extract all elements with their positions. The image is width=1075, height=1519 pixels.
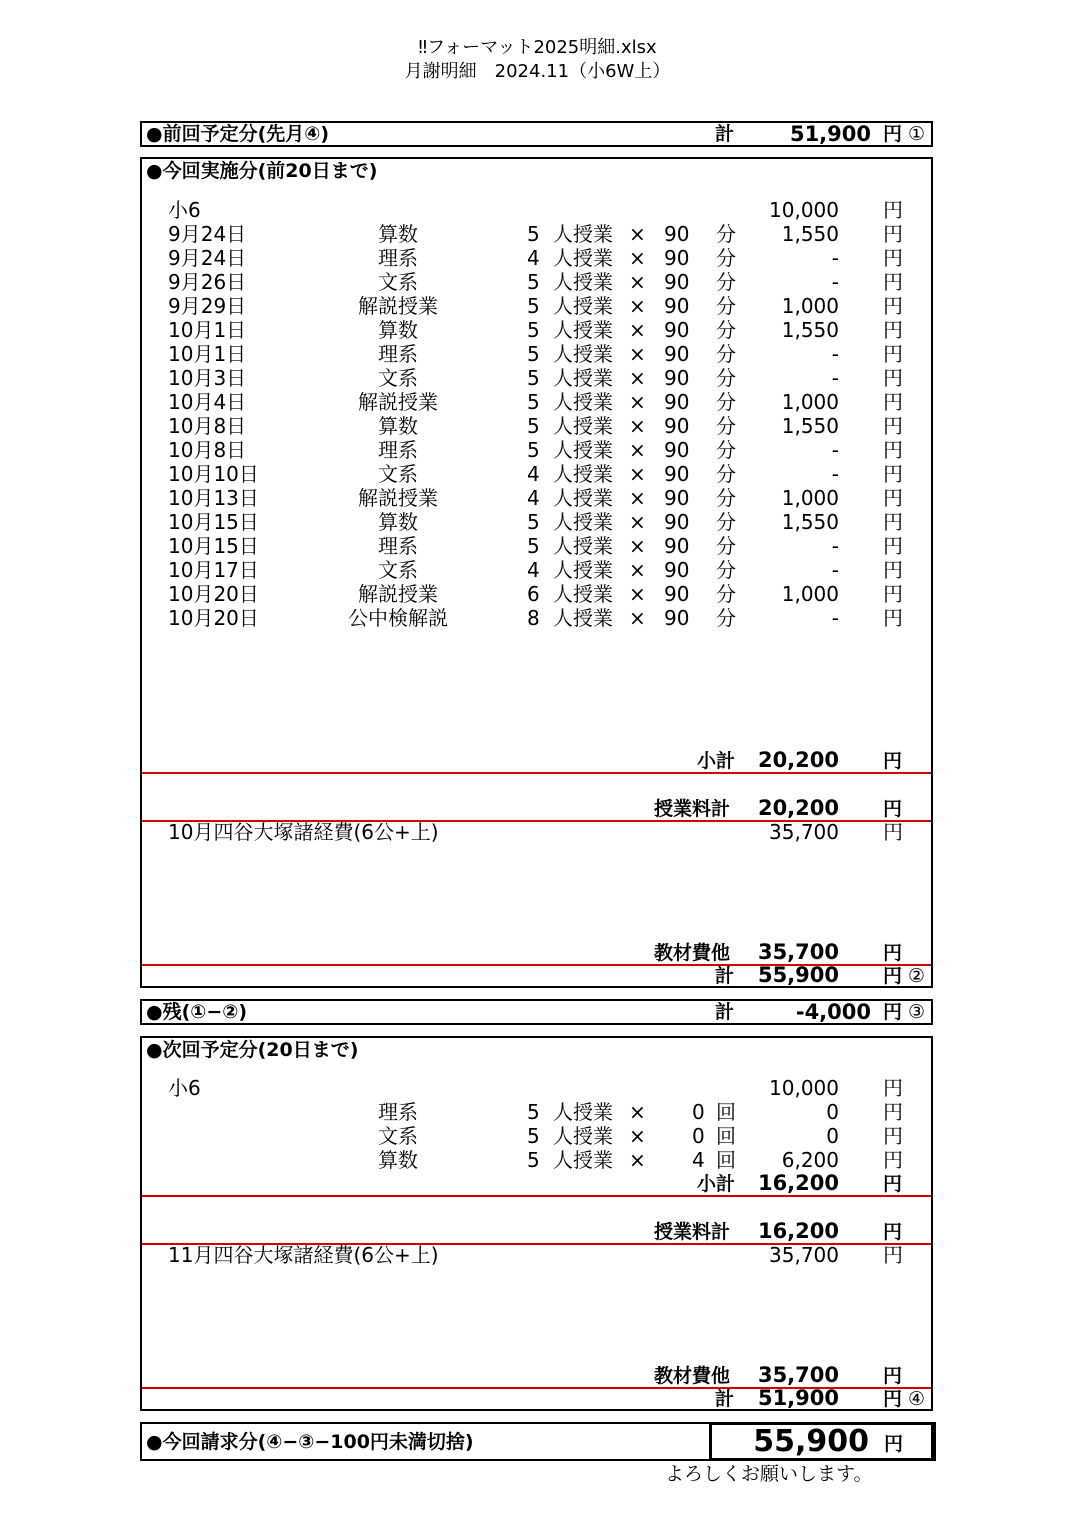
lesson-date: 10月13日: [168, 486, 259, 510]
times-sign: ×: [629, 1148, 646, 1172]
current-section-label: ●今回実施分(前20日まで): [146, 160, 378, 182]
lesson-unit: 分: [716, 294, 736, 318]
yen-label: 円: [883, 606, 903, 630]
yen-label: 円: [883, 1001, 903, 1023]
yen-label: 円: [883, 1365, 903, 1387]
yen-label: 円: [883, 1124, 903, 1148]
lesson-row: [142, 222, 931, 246]
times-sign: ×: [629, 486, 646, 510]
page-title: 月謝明細 2024.11（小6W上）: [404, 61, 671, 82]
lesson-count: 5: [527, 510, 540, 534]
next-plan-section: [140, 1036, 933, 1411]
lesson-count: 5: [527, 534, 540, 558]
billing-amount: 55,900: [753, 1424, 869, 1459]
times-sign: ×: [629, 462, 646, 486]
times-sign: ×: [629, 1100, 646, 1124]
lesson-amount: 1,550: [781, 318, 839, 342]
yen-label: 円: [883, 222, 903, 246]
plan-unit: 回: [716, 1100, 736, 1124]
tuition-amount: 16,200: [757, 1219, 839, 1243]
lesson-row: [142, 558, 931, 582]
yen-label: 円: [883, 1388, 903, 1410]
divider: [142, 1195, 931, 1197]
times-sign: ×: [629, 510, 646, 534]
total-label: 計: [715, 1388, 735, 1410]
lesson-type: 人授業: [553, 366, 613, 390]
lesson-unit: 分: [716, 558, 736, 582]
lesson-unit: 分: [716, 342, 736, 366]
yen-label: 円: [883, 582, 903, 606]
section-total: 51,900: [757, 1386, 839, 1410]
times-sign: ×: [629, 270, 646, 294]
lesson-subject: 文系: [378, 366, 418, 390]
lesson-length: 90: [664, 558, 690, 582]
lesson-unit: 分: [716, 414, 736, 438]
times-sign: ×: [629, 390, 646, 414]
balance-amount: -4,000: [795, 1000, 871, 1024]
lesson-row: [142, 294, 931, 318]
plan-amount: 0: [826, 1124, 839, 1148]
lesson-count: 8: [527, 606, 540, 630]
lesson-count: 5: [527, 438, 540, 462]
lesson-subject: 理系: [378, 438, 418, 462]
materials-amount: 35,700: [757, 1363, 839, 1387]
lesson-length: 90: [664, 606, 690, 630]
lesson-date: 10月15日: [168, 510, 259, 534]
lesson-subject: 文系: [378, 558, 418, 582]
billing-label: ●今回請求分(④−③−100円未満切捨): [146, 1431, 474, 1453]
plan-subject: 算数: [378, 1148, 418, 1172]
yen-label: 円: [883, 294, 903, 318]
lesson-subject: 算数: [378, 318, 418, 342]
lesson-type: 人授業: [553, 534, 613, 558]
lesson-amount: 1,550: [781, 222, 839, 246]
materials-label: 教材費他: [654, 942, 731, 964]
lesson-unit: 分: [716, 438, 736, 462]
times-sign: ×: [629, 342, 646, 366]
plan-type: 人授業: [553, 1124, 613, 1148]
lesson-date: 10月10日: [168, 462, 259, 486]
billing-section: [140, 1422, 933, 1461]
lesson-length: 90: [664, 582, 690, 606]
lesson-amount: -: [831, 438, 839, 462]
lesson-date: 9月29日: [168, 294, 247, 318]
lesson-subject: 解説授業: [358, 486, 438, 510]
lesson-date: 10月8日: [168, 438, 247, 462]
plan-row: [142, 1124, 931, 1148]
lesson-count: 5: [527, 414, 540, 438]
lesson-row: [142, 318, 931, 342]
lesson-amount: -: [831, 558, 839, 582]
times-sign: ×: [629, 582, 646, 606]
grade-amount: 10,000: [769, 1076, 839, 1100]
lesson-amount: 1,000: [781, 582, 839, 606]
lesson-unit: 分: [716, 390, 736, 414]
lesson-type: 人授業: [553, 414, 613, 438]
fee-amount: 35,700: [769, 820, 839, 844]
plan-count: 5: [527, 1100, 540, 1124]
lesson-length: 90: [664, 486, 690, 510]
plan-subject: 理系: [378, 1100, 418, 1124]
plan-subject: 文系: [378, 1124, 418, 1148]
yen-label: 円: [883, 1243, 903, 1267]
lesson-row: [142, 606, 931, 630]
lesson-unit: 分: [716, 510, 736, 534]
lesson-date: 10月1日: [168, 342, 247, 366]
tuition-label: 授業料計: [654, 798, 731, 820]
times-sign: ×: [629, 246, 646, 270]
plan-times: 0: [692, 1124, 705, 1148]
lesson-row: [142, 366, 931, 390]
file-name: ‼フォーマット2025明細.xlsx: [418, 37, 657, 58]
lesson-count: 4: [527, 246, 540, 270]
lesson-type: 人授業: [553, 342, 613, 366]
times-sign: ×: [629, 318, 646, 342]
plan-times: 0: [692, 1100, 705, 1124]
lesson-row: [142, 270, 931, 294]
previous-plan-section: [140, 121, 933, 147]
yen-label: 円: [883, 965, 903, 987]
lesson-amount: -: [831, 606, 839, 630]
times-sign: ×: [629, 414, 646, 438]
current-section: [140, 157, 933, 988]
lesson-row: [142, 462, 931, 486]
plan-unit: 回: [716, 1124, 736, 1148]
grade-row: [142, 198, 931, 222]
times-sign: ×: [629, 222, 646, 246]
lesson-type: 人授業: [553, 246, 613, 270]
yen-label: 円: [883, 942, 903, 964]
lesson-length: 90: [664, 246, 690, 270]
next-plan-label: ●次回予定分(20日まで): [146, 1039, 359, 1061]
lesson-count: 5: [527, 366, 540, 390]
lesson-date: 9月24日: [168, 222, 247, 246]
lesson-type: 人授業: [553, 486, 613, 510]
lesson-unit: 分: [716, 222, 736, 246]
lesson-date: 10月4日: [168, 390, 247, 414]
balance-label: ●残(①−②): [146, 1001, 248, 1023]
subtotal-amount: 16,200: [757, 1171, 839, 1195]
grade-amount: 10,000: [769, 198, 839, 222]
lesson-amount: 1,550: [781, 414, 839, 438]
materials-amount: 35,700: [757, 940, 839, 964]
lesson-count: 5: [527, 390, 540, 414]
yen-label: 円: [883, 270, 903, 294]
yen-label: 円: [883, 198, 903, 222]
plan-row: [142, 1100, 931, 1124]
lesson-subject: 理系: [378, 534, 418, 558]
yen-label: 円: [883, 123, 903, 145]
times-sign: ×: [629, 534, 646, 558]
lesson-type: 人授業: [553, 510, 613, 534]
lesson-count: 6: [527, 582, 540, 606]
lesson-date: 10月1日: [168, 318, 247, 342]
yen-label: 円: [883, 750, 903, 772]
lesson-unit: 分: [716, 606, 736, 630]
lesson-subject: 理系: [378, 246, 418, 270]
grade-label: 小6: [168, 1076, 201, 1100]
lesson-subject: 文系: [378, 462, 418, 486]
yen-label: 円: [883, 366, 903, 390]
lesson-count: 4: [527, 558, 540, 582]
lesson-count: 5: [527, 222, 540, 246]
yen-label: 円: [883, 1100, 903, 1124]
tuition-amount: 20,200: [757, 796, 839, 820]
fee-label: 11月四谷大塚諸経費(6公+上): [168, 1243, 439, 1267]
subtotal-label: 小計: [697, 1173, 736, 1195]
lesson-amount: -: [831, 462, 839, 486]
lesson-date: 10月20日: [168, 606, 259, 630]
divider: [142, 772, 931, 774]
yen-label: 円: [883, 318, 903, 342]
lesson-type: 人授業: [553, 318, 613, 342]
yen-label: 円: [883, 486, 903, 510]
plan-row: [142, 1148, 931, 1172]
lesson-count: 5: [527, 342, 540, 366]
yen-label: 円: [883, 510, 903, 534]
lesson-row: [142, 342, 931, 366]
lesson-row: [142, 486, 931, 510]
lesson-length: 90: [664, 270, 690, 294]
lesson-amount: 1,550: [781, 510, 839, 534]
lesson-unit: 分: [716, 366, 736, 390]
plan-amount: 6,200: [781, 1148, 839, 1172]
lesson-unit: 分: [716, 486, 736, 510]
grade-label: 小6: [168, 198, 201, 222]
yen-label: 円: [883, 798, 903, 820]
lesson-type: 人授業: [553, 438, 613, 462]
lesson-amount: 1,000: [781, 294, 839, 318]
yen-label: 円: [883, 246, 903, 270]
yen-label: 円: [883, 438, 903, 462]
lesson-type: 人授業: [553, 462, 613, 486]
plan-unit: 回: [716, 1148, 736, 1172]
lesson-row: [142, 438, 931, 462]
lesson-subject: 解説授業: [358, 582, 438, 606]
lesson-subject: 算数: [378, 414, 418, 438]
lesson-amount: -: [831, 342, 839, 366]
lesson-date: 10月15日: [168, 534, 259, 558]
lesson-unit: 分: [716, 534, 736, 558]
grade-row: [142, 1076, 931, 1100]
lesson-date: 10月20日: [168, 582, 259, 606]
fee-label: 10月四谷大塚諸経費(6公+上): [168, 820, 439, 844]
times-sign: ×: [629, 606, 646, 630]
lesson-unit: 分: [716, 246, 736, 270]
lesson-subject: 文系: [378, 270, 418, 294]
lesson-date: 10月8日: [168, 414, 247, 438]
subtotal-label: 小計: [697, 750, 736, 772]
lesson-type: 人授業: [553, 222, 613, 246]
yen-label: 円: [884, 1433, 904, 1455]
yen-label: 円: [883, 342, 903, 366]
lesson-type: 人授業: [553, 558, 613, 582]
lesson-length: 90: [664, 510, 690, 534]
lesson-length: 90: [664, 294, 690, 318]
lesson-unit: 分: [716, 582, 736, 606]
lesson-unit: 分: [716, 270, 736, 294]
lesson-amount: 1,000: [781, 486, 839, 510]
lesson-date: 9月24日: [168, 246, 247, 270]
lesson-amount: -: [831, 366, 839, 390]
lesson-subject: 理系: [378, 342, 418, 366]
plan-count: 5: [527, 1148, 540, 1172]
lesson-unit: 分: [716, 462, 736, 486]
lesson-row: [142, 246, 931, 270]
lesson-type: 人授業: [553, 390, 613, 414]
lesson-length: 90: [664, 438, 690, 462]
yen-label: 円: [883, 1173, 903, 1195]
times-sign: ×: [629, 366, 646, 390]
lesson-length: 90: [664, 222, 690, 246]
lesson-type: 人授業: [553, 606, 613, 630]
lesson-length: 90: [664, 390, 690, 414]
lesson-date: 10月3日: [168, 366, 247, 390]
previous-plan-label: ●前回予定分(先月④): [146, 123, 330, 145]
subtotal-amount: 20,200: [757, 748, 839, 772]
billing-amount-box: [709, 1422, 936, 1461]
tuition-label: 授業料計: [654, 1221, 731, 1243]
lesson-amount: -: [831, 534, 839, 558]
times-sign: ×: [629, 438, 646, 462]
mark-1: ①: [908, 123, 926, 145]
closing-message: よろしくお願いします。: [665, 1463, 873, 1485]
lesson-subject: 算数: [378, 222, 418, 246]
lesson-row: [142, 390, 931, 414]
yen-label: 円: [883, 558, 903, 582]
yen-label: 円: [883, 1148, 903, 1172]
yen-label: 円: [883, 1221, 903, 1243]
times-sign: ×: [629, 294, 646, 318]
plan-amount: 0: [826, 1100, 839, 1124]
lesson-row: [142, 534, 931, 558]
lesson-amount: -: [831, 246, 839, 270]
lesson-length: 90: [664, 318, 690, 342]
lesson-subject: 算数: [378, 510, 418, 534]
yen-label: 円: [883, 1076, 903, 1100]
plan-type: 人授業: [553, 1148, 613, 1172]
lesson-subject: 解説授業: [358, 294, 438, 318]
lesson-row: [142, 510, 931, 534]
lesson-amount: 1,000: [781, 390, 839, 414]
lesson-length: 90: [664, 342, 690, 366]
yen-label: 円: [883, 462, 903, 486]
lesson-type: 人授業: [553, 582, 613, 606]
lesson-count: 4: [527, 486, 540, 510]
lesson-count: 5: [527, 294, 540, 318]
lesson-row: [142, 414, 931, 438]
mark-4: ④: [908, 1388, 926, 1410]
yen-label: 円: [883, 534, 903, 558]
mark-2: ②: [908, 965, 926, 987]
lesson-subject: 解説授業: [358, 390, 438, 414]
lesson-length: 90: [664, 414, 690, 438]
yen-label: 円: [883, 820, 903, 844]
total-label: 計: [715, 123, 735, 145]
lesson-subject: 公中検解説: [348, 606, 448, 630]
lesson-type: 人授業: [553, 294, 613, 318]
lesson-count: 4: [527, 462, 540, 486]
lesson-count: 5: [527, 318, 540, 342]
lesson-count: 5: [527, 270, 540, 294]
materials-label: 教材費他: [654, 1365, 731, 1387]
section-total: 55,900: [757, 963, 839, 987]
plan-type: 人授業: [553, 1100, 613, 1124]
lesson-amount: -: [831, 270, 839, 294]
times-sign: ×: [629, 558, 646, 582]
balance-section: [140, 999, 933, 1025]
yen-label: 円: [883, 414, 903, 438]
lesson-length: 90: [664, 534, 690, 558]
lesson-unit: 分: [716, 318, 736, 342]
total-label: 計: [715, 965, 735, 987]
mark-3: ③: [908, 1001, 926, 1023]
yen-label: 円: [883, 390, 903, 414]
fee-amount: 35,700: [769, 1243, 839, 1267]
lesson-type: 人授業: [553, 270, 613, 294]
plan-count: 5: [527, 1124, 540, 1148]
total-label: 計: [715, 1001, 735, 1023]
plan-times: 4: [692, 1148, 705, 1172]
lesson-row: [142, 582, 931, 606]
times-sign: ×: [629, 1124, 646, 1148]
lesson-date: 10月17日: [168, 558, 259, 582]
lesson-date: 9月26日: [168, 270, 247, 294]
previous-plan-amount: 51,900: [789, 122, 871, 146]
lesson-length: 90: [664, 462, 690, 486]
lesson-length: 90: [664, 366, 690, 390]
